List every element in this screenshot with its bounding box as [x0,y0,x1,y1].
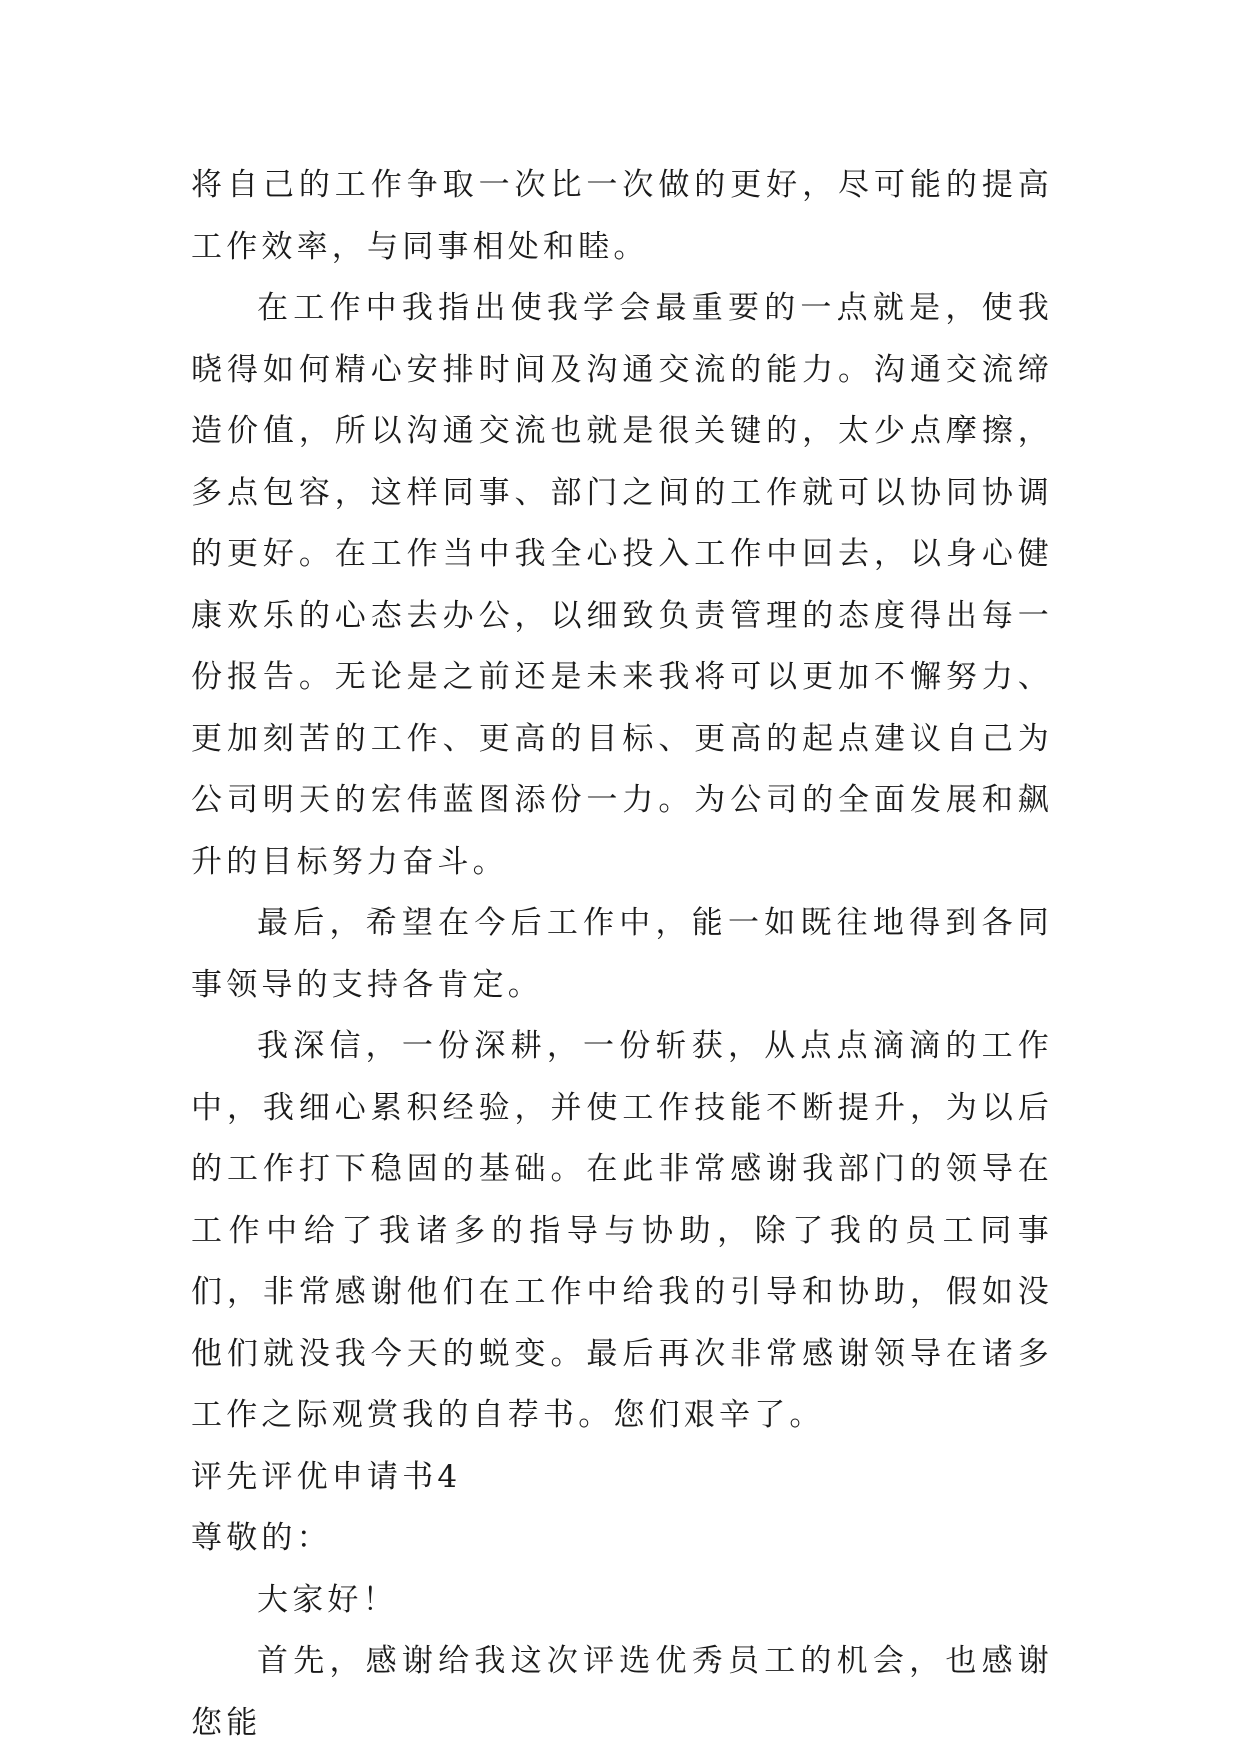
document-body [191,155,1053,1754]
paragraph-3: 最后，希望在今后工作中，能一如既往地得到各同事领导的支持各肯定。 [191,905,1053,1003]
section-heading: 评先评优申请书4 [191,1458,462,1495]
paragraph-opening: 首先，感谢给我这次评选优秀员工的机会，也感谢您能 [191,1643,1053,1741]
paragraph-1: 将自己的工作争取一次比一次做的更好，尽可能的提高工作效率，与同事相处和睦。 [191,167,1053,265]
paragraph-2: 在工作中我指出使我学会最重要的一点就是，使我晓得如何精心安排时间及沟通交流的能力。沟通交流缔造价值，所以沟通交流也就是很关键的，太少点摩擦，多点包容，这样同事、部门之间的工作就可以协同协调的更好。在工作当中我全心投入工作中回去，以身心健康欢乐的心态去办公，以细致负责管理的态度得出每一份报告。无论是之前还是未来我将可以更加不懈努力、更加刻苦的工作、更高的目标、更高的起点建议自己为公司明天的宏伟蓝图添份一力。为公司的全面发展和飙升的目标努力奋斗。 [191,290,1053,880]
paragraph-4: 我深信，一份深耕，一份斩获，从点点滴滴的工作中，我细心累积经验，并使工作技能不断提升，为以后的工作打下稳固的基础。在此非常感谢我部门的领导在工作中给了我诸多的指导与协助，除了我的员工同事们，非常感谢他们在工作中给我的引导和协助，假如没他们就没我今天的蜕变。最后再次非常感谢领导在诸多工作之际观赏我的自荐书。您们艰辛了。 [191,1028,1053,1433]
greeting: 大家好！ [257,1581,398,1618]
salutation: 尊敬的： [191,1520,332,1556]
